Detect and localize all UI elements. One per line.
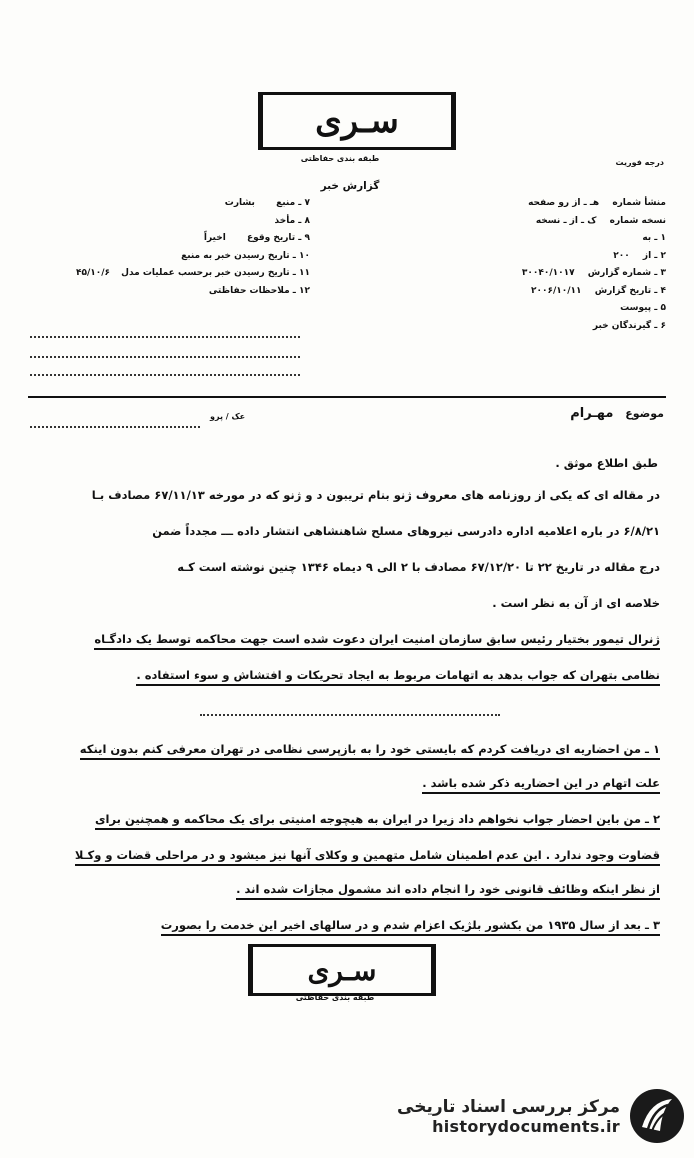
body-text-line: درج مقاله در تاریخ ۲۲ تا ۶۷/۱۲/۲۰ مصادف با ۲ الی ۹ دیماه ۱۳۴۶ چنین نوشته است کـه — [177, 560, 660, 574]
dotted-separator — [200, 714, 500, 716]
field-row: ۱۲ ـ ملاحظات حفاظتی — [208, 285, 310, 296]
body-intro: طبق اطلاع موثق . — [555, 456, 658, 470]
fields-left — [10, 198, 310, 303]
body-text-line: ۲ ـ من باین احضار جواب نخواهم داد زیرا در ایران به هیچوجه امنیتی برای یک محاکمه و همچنین برای — [30, 812, 660, 826]
body-text-line: در مقاله ای که یکی از روزنامه های معروف ژنو بنام تریبون د و ژنو که در مورخه ۶۷/۱۱/۱۳ مصادف بـا — [91, 488, 660, 502]
field-row: ۴ ـ تاریخ گزارش ۲۰۰۶/۱۰/۱۱ — [531, 285, 666, 296]
dotted-fill-line — [30, 336, 300, 338]
body-text-line: از نظر اینکه وظائف قانونی خود را انجام داده اند مشمول مجازات شده اند . — [30, 882, 660, 896]
archive-logo-icon — [628, 1087, 686, 1145]
field-row: ۸ ـ مأخذ — [274, 215, 310, 226]
watermark-url: historydocuments.ir — [432, 1116, 620, 1136]
report-title: گزارش خبر — [320, 180, 380, 192]
classification-sub: طبقه بندی حفاظتی — [300, 154, 380, 163]
field-row: ۱ ـ به — [642, 233, 666, 243]
body-text-line: نظامی بتهران که جواب بدهد به اتهامات مربوط به ایجاد تحریکات و افتشاش و سوء استفاده . — [30, 668, 660, 682]
fields-right — [366, 198, 666, 338]
field-row: ۳ ـ شماره گزارش ۳۰۰۴۰/۱۰۱۷ — [521, 268, 666, 278]
body-text-line: ۶/۸/۲۱ در باره اعلامیه اداره دادرسی نیروهای مسلح شاهنشاهی انتشار داده ـــ مجدداً ضمن — [152, 524, 660, 538]
watermark-name: مرکز بررسی اسناد تاریخی — [397, 1096, 620, 1117]
field-row: ۵ ـ پیوست — [620, 303, 666, 313]
field-row: ۷ ـ منبع بشارت — [224, 198, 310, 208]
dotted-fill-line — [30, 426, 200, 428]
field-row: نسخه شماره ک ـ از ـ نسخه — [535, 215, 666, 226]
field-row: ۱۰ ـ تاریخ رسیدن خبر به منبع — [181, 250, 310, 261]
footer-classification-sub: طبقه بندی حفاظتی — [295, 993, 375, 1002]
dotted-fill-line — [30, 356, 300, 358]
footer-classification-stamp: سـری — [248, 944, 436, 996]
field-row: ۶ ـ گیرندگان خبر — [592, 320, 666, 331]
subject-row: موضوع مهـرام — [570, 406, 664, 421]
body-text-line: ۱ ـ من احضاریه ای دریافت کردم که بایستی خود را به بازپرسی نظامی در تهران معرفی کنم بدون اینکه — [30, 742, 660, 756]
field-row: ۹ ـ تاریخ وقوع اخیراً — [203, 233, 310, 243]
dotted-fill-line — [30, 374, 300, 376]
body-text-line: قضاوت وجود ندارد . این عدم اطمینان شامل متهمین و وکلای آنها نیز میشود و در مراحلی قضات و وکـلا — [30, 848, 660, 862]
watermark-text — [397, 1097, 620, 1136]
body-text-line: خلاصه ای از آن به نظر است . — [492, 596, 660, 610]
body-text-line: ۳ ـ بعد از سال ۱۹۳۵ من بکشور بلژیک اعزام شدم و در سالهای اخیر این خدمت را بصورت — [30, 918, 660, 932]
subject-reference: عک / پرو — [210, 412, 246, 421]
section-divider — [28, 396, 666, 398]
body-text-line: علت اتهام در این احضاریه ذکر شده باشد . — [30, 776, 660, 790]
archive-watermark — [396, 1084, 686, 1148]
field-row: ۲ ـ از ۲۰۰ — [613, 250, 666, 261]
classification-stamp: سـری — [258, 92, 456, 150]
urgency-label: درجه فوریت — [615, 158, 664, 167]
field-row: ۱۱ ـ تاریخ رسیدن خبر برحسب عملیات مدل ۴۵/۱۰/۶ — [75, 268, 310, 278]
field-row: منشأ شماره هـ ـ از رو صفحه — [528, 198, 666, 208]
body-text-line: ژنرال تیمور بختیار رئیس سابق سازمان امنیت ایران دعوت شده است جهت محاکمه توسط یک دادگـاه — [30, 632, 660, 646]
